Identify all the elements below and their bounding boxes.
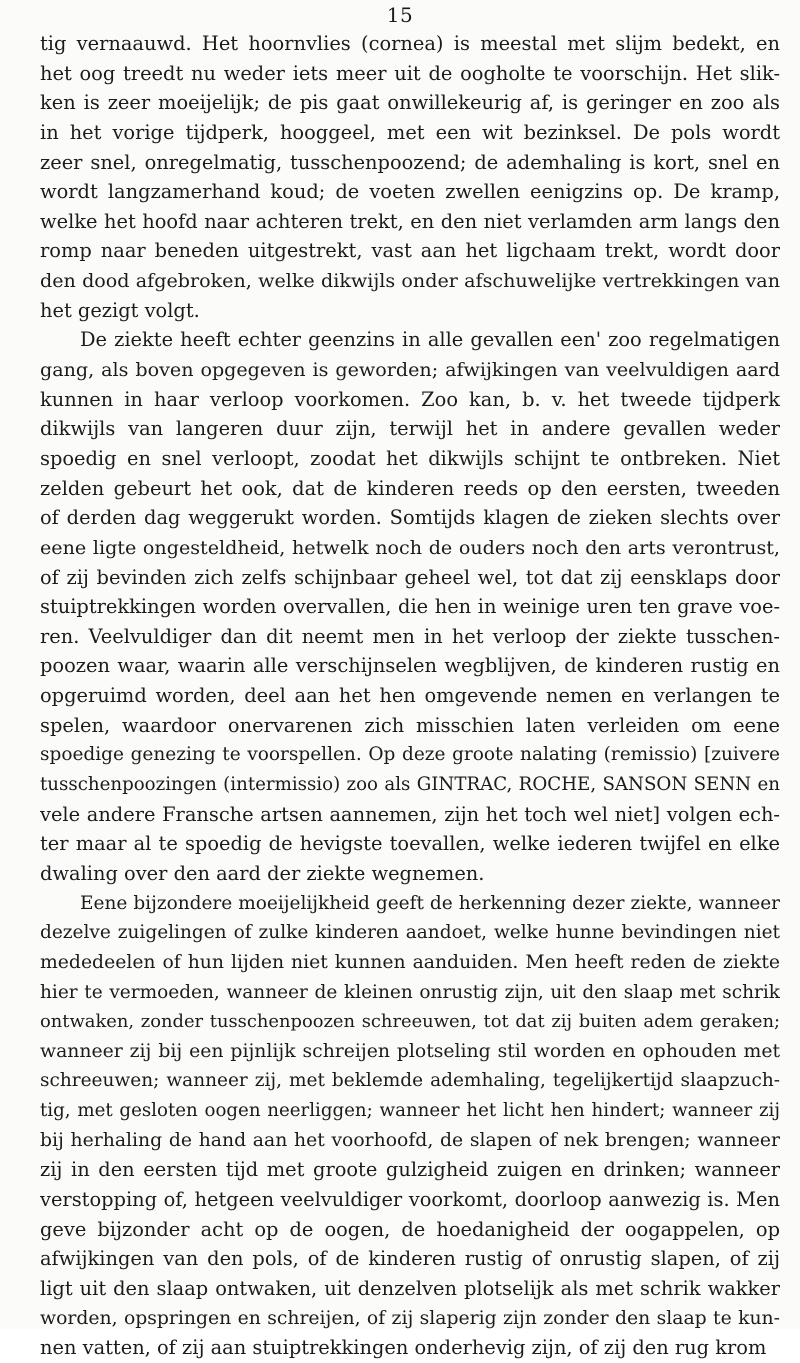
page-number: 15 [386,3,414,27]
text-line: wordt langzamerhand koud; de voeten zwellen eenigzins op. De kramp, [40,180,780,204]
text-line: De ziekte heeft echter geenzins in alle gevallen een' zoo regelmatigen [80,328,780,352]
text-line: geve bijzonder acht op de oogen, de hoedanigheid der oogappelen, op [40,1217,780,1241]
text-line: ken is zeer moeijelijk; de pis gaat onwillekeurig af, is geringer en zoo als [40,91,780,115]
text-line: eene ligte ongesteldheid, hetwelk noch de ouders noch den arts verontrust, [40,535,780,559]
text-line: romp naar beneden uitgestrekt, vast aan het ligchaam trekt, wordt door [40,239,780,263]
text-line: ren. Veelvuldiger dan dit neemt men in het verloop der ziekte tusschen- [40,624,780,648]
text-line: kunnen in haar verloop voorkomen. Zoo kan, b. v. het tweede tijdperk [40,387,780,411]
body-text [40,29,780,1363]
text-line: of derden dag weggerukt worden. Somtijds klagen de zieken slechts over [40,506,780,530]
text-line: afwijkingen van den pols, of de kinderen rustig of onrustig slapen, of zij [40,1247,780,1271]
text-line: poozen waar, waarin alle verschijnselen wegblijven, de kinderen rustig en [40,654,780,678]
text-line: ontwaken, zonder tusschenpoozen schreeuwen, tot dat zij buiten adem geraken; [40,1011,780,1033]
text-line: dwaling over den aard der ziekte wegnemen. [40,861,485,885]
text-line: mededeelen of hun lijden niet kunnen aanduiden. Men heeft reden de ziekte [40,951,780,973]
text-line: schreeuwen; wanneer zij, met beklemde ademhaling, tegelijkertijd slaapzuch- [40,1070,780,1092]
text-line: of zij bevinden zich zelfs schijnbaar geheel wel, tot dat zij eensklaps door [40,565,780,589]
text-line: gang, als boven opgegeven is geworden; afwijkingen van veelvuldigen aard [40,358,780,382]
text-line: opgeruimd worden, deel aan het hen omgevende nemen en verlangen te [40,684,780,708]
text-line: den dood afgebroken, welke dikwijls onder afschuwelijke vertrekkingen van [40,269,780,293]
text-line: nen vatten, of zij aan stuiptrekkingen onderhevig zijn, of zij den rug krom [40,1336,767,1360]
text-line: spelen, waardoor onervarenen zich misschien laten verleiden om eene [40,713,780,737]
text-line: worden, opspringen en schreijen, of zij slaperig zijn zonder den slaap te kun- [40,1307,780,1329]
text-line: ligt uit den slaap ontwaken, uit denzelven plotselijk als met schrik wakker [40,1276,780,1300]
text-line: tusschenpoozingen (intermissio) zoo als GINTRAC, ROCHE, SANSON SENN en [40,774,780,796]
text-line: spoedige genezing te voorspellen. Op deze groote nalating (remissio) [zuivere [40,744,780,766]
text-line: het gezigt volgt. [40,298,200,322]
text-line: in het vorige tijdperk, hooggeel, met een wit bezinksel. De pols wordt [40,120,780,144]
text-line: verstopping of, hetgeen veelvuldiger voorkomt, doorloop aanwezig is. Men [40,1187,780,1211]
text-line: bij herhaling de hand aan het voorhoofd, de slapen of nek brengen; wanneer [40,1129,780,1151]
text-line: Eene bijzondere moeijelijkheid geeft de herkenning dezer ziekte, wanneer [80,892,780,914]
text-line: hier te vermoeden, wanneer de kleinen onrustig zijn, uit den slaap met schrik [40,981,780,1003]
text-line: stuiptrekkingen worden overvallen, die hen in weinige uren ten grave voe- [40,595,780,619]
text-line: zeer snel, onregelmatig, tusschenpoozend; de ademhaling is kort, snel en [40,150,780,174]
text-line: vele andere Fransche artsen aannemen, zijn het toch wel niet] volgen ech- [40,802,780,826]
text-line: dikwijls van langeren duur zijn, terwijl het in andere gevallen weder [40,417,780,441]
text-line: zij in den eersten tijd met groote gulzigheid zuigen en drinken; wanneer [40,1158,780,1182]
text-line: dezelve zuigelingen of zulke kinderen aandoet, welke hunne bevindingen niet [40,922,780,944]
text-line: zelden gebeurt het ook, dat de kinderen reeds op den eersten, tweeden [40,476,780,500]
text-line: spoedig en snel verloopt, zoodat het dikwijls schijnt te ontbreken. Niet [40,446,780,470]
text-line: tig vernaauwd. Het hoornvlies (cornea) is meestal met slijm bedekt, en [40,32,780,55]
text-line: tig, met gesloten oogen neerliggen; wanneer het licht hen hindert; wanneer zij [40,1100,780,1122]
text-line: welke het hoofd naar achteren trekt, en den niet verlamden arm langs den [40,209,780,233]
text-line: het oog treedt nu weder iets meer uit de oogholte te voorschijn. Het slik- [40,61,780,85]
text-line: ter maar al te spoedig de hevigste toevallen, welke iederen twijfel en elke [40,832,780,856]
text-line: wanneer zij bij een pijnlijk schreijen plotseling stil worden en ophouden met [40,1040,780,1062]
